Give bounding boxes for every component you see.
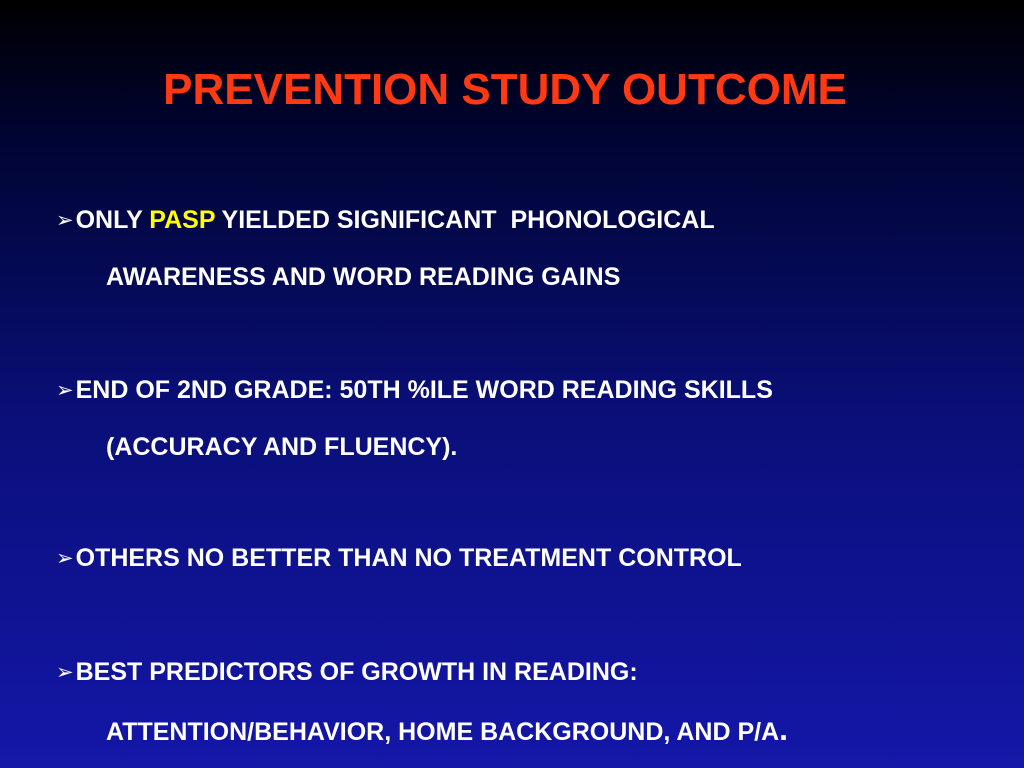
- arrow-bullet-icon: ➢: [56, 661, 74, 684]
- bullet-text: BEST PREDICTORS OF GROWTH IN READING:: [75, 658, 638, 686]
- bullet-item-2: [56, 376, 986, 461]
- bullet-item-3: [56, 544, 986, 574]
- bullet-item-1: [56, 206, 986, 291]
- bullet-line: [56, 376, 986, 406]
- bullet-line: [56, 658, 986, 688]
- bullet-text: END OF 2ND GRADE: 50TH %ILE WORD READING SKILLS: [75, 376, 773, 404]
- bullet-item-4: [56, 658, 986, 746]
- bullet-text: OTHERS NO BETTER THAN NO TREATMENT CONTROL: [75, 544, 742, 572]
- bullet-text: ATTENTION/BEHAVIOR, HOME BACKGROUND, AND P/A: [106, 718, 780, 746]
- bullet-text: YIELDED SIGNIFICANT PHONOLOGICAL: [215, 206, 715, 234]
- highlight-text: PASP: [149, 206, 216, 234]
- trailing-period: .: [779, 711, 789, 747]
- arrow-bullet-icon: ➢: [56, 547, 74, 570]
- arrow-bullet-icon: ➢: [56, 209, 74, 232]
- slide-title: PREVENTION STUDY OUTCOME: [163, 65, 847, 114]
- bullet-continuation: (ACCURACY AND FLUENCY).: [106, 433, 458, 461]
- arrow-bullet-icon: ➢: [56, 379, 74, 402]
- bullet-continuation: AWARENESS AND WORD READING GAINS: [106, 263, 621, 291]
- bullet-line: [56, 544, 986, 574]
- bullet-text: ONLY: [75, 206, 150, 234]
- bullet-line: [56, 206, 986, 236]
- bullet-continuation: [106, 711, 986, 747]
